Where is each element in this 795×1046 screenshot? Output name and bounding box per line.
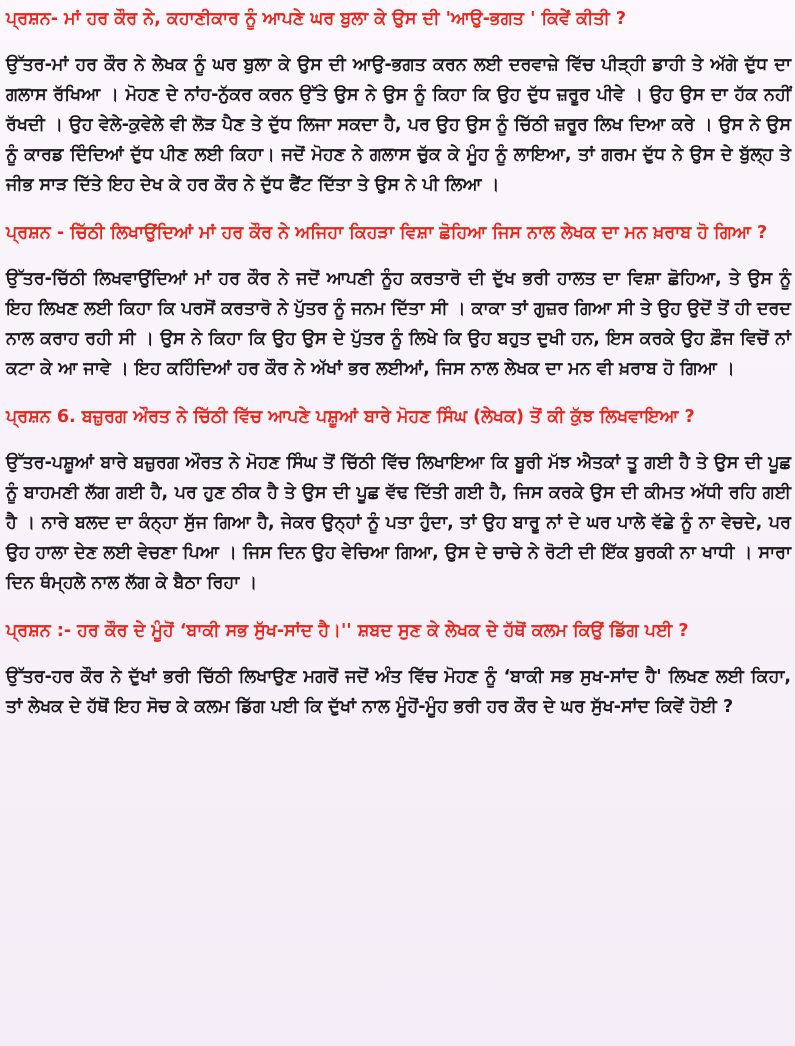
answer-text: ਉੱਤਰ-ਪਸ਼ੂਆਂ ਬਾਰੇ ਬਜ਼ੁਰਗ ਔਰਤ ਨੇ ਮੋਹਣ ਸਿੰਘ ਤੋਂ ਚਿੱਠੀ ਵਿੱਚ ਲਿਖਾਇਆ ਕਿ ਬੂਰੀ ਮੱਝ ਐਤਕਾਂ ਤੂ ਗਈ ਹੈ ਤੇ ਉਸ ਦੀ ਪੂਛ ਨੂੰ ਬਾਹਮਣੀ ਲੱਗ ਗਈ ਹੈ, ਪਰ ਹੁਣ ਠੀਕ ਹੈ ਤੇ ਉਸ ਦੀ ਪੂਛ ਵੱਢ ਦਿੱਤੀ ਗਈ ਹੈ, ਜਿਸ ਕਰਕੇ ਉਸ ਦੀ ਕੀਮਤ ਅੱਧੀ ਰਹਿ ਗਈ ਹੈ । ਨਾਰੇ ਬਲਦ ਦਾ ਕੰਨ੍ਹਾ ਸੁੱਜ ਗਿਆ ਹੈ, ਜੇਕਰ ਉਨ੍ਹਾਂ ਨੂੰ ਪਤਾ ਹੁੰਦਾ, ਤਾਂ ਉਹ ਬਾਰੂ ਨਾਂ ਦੇ ਘਰ ਪਾਲੇ ਵੱਛੇ ਨੂੰ ਨਾ ਵੇਚਦੇ, ਪਰ ਉਹ ਹਾਲਾ ਦੇਣ ਲਈ ਵੇਚਣਾ ਪਿਆ । ਜਿਸ ਦਿਨ ਉਹ ਵੇਚਿਆ ਗਿਆ, ਉਸ ਦੇ ਚਾਚੇ ਨੇ ਰੋਟੀ ਦੀ ਇੱਕ ਬੁਰਕੀ ਨਾ ਖਾਧੀ । ਸਾਰਾ ਦਿਨ ਥੰਮ੍ਹਲੇ ਨਾਲ ਲੱਗ ਕੇ ਬੈਠਾ ਰਿਹਾ । (6, 453, 791, 593)
qa-block (6, 402, 791, 598)
question-text: ਪ੍ਰਸ਼ਨ - ਚਿੱਠੀ ਲਿਖਾਉਂਦਿਆਂ ਮਾਂ ਹਰ ਕੌਰ ਨੇ ਅਜਿਹਾ ਕਿਹੜਾ ਵਿਸ਼ਾ ਛੋਹਿਆ ਜਿਸ ਨਾਲ ਲੇਖਕ ਦਾ ਮਨ ਖ਼ਰਾਬ ਹੋ ਗਿਆ ? (6, 223, 768, 243)
answer-text: ਉੱਤਰ-ਹਰ ਕੌਰ ਨੇ ਦੁੱਖਾਂ ਭਰੀ ਚਿੱਠੀ ਲਿਖਾਉਣ ਮਗਰੋਂ ਜਦੋਂ ਅੰਤ ਵਿੱਚ ਮੋਹਣ ਨੂੰ ‘ਬਾਕੀ ਸਭ ਸੁਖ-ਸਾਂਦ ਹੈ' ਲਿਖਣ ਲਈ ਕਿਹਾ, ਤਾਂ ਲੇਖਕ ਦੇ ਹੱਥੋਂ ਇਹ ਸੋਚ ਕੇ ਕਲਮ ਡਿੱਗ ਪਈ ਕਿ ਦੁੱਖਾਂ ਨਾਲ ਮੂੰਹੋਂ-ਮੂੰਹ ਭਰੀ ਹਰ ਕੌਰ ਦੇ ਘਰ ਸੁੱਖ-ਸਾਂਦ ਕਿਵੇਂ ਹੋਈ ? (6, 667, 791, 717)
qa-block (6, 218, 791, 384)
question-text: ਪ੍ਰਸ਼ਨ 6. ਬਜ਼ੁਰਗ ਔਰਤ ਨੇ ਚਿੱਠੀ ਵਿੱਚ ਆਪਣੇ ਪਸ਼ੂਆਂ ਬਾਰੇ ਮੋਹਣ ਸਿੰਘ (ਲੇਖਕ) ਤੋਂ ਕੀ ਕੁੱਝ ਲਿਖਵਾਇਆ ? (6, 407, 695, 427)
qa-block (6, 4, 791, 200)
question-text: ਪ੍ਰਸ਼ਨ- ਮਾਂ ਹਰ ਕੌਰ ਨੇ, ਕਹਾਣੀਕਾਰ ਨੂੰ ਆਪਣੇ ਘਰ ਬੁਲਾ ਕੇ ਉਸ ਦੀ 'ਆਉ-ਭਗਤ ' ਕਿਵੇਂ ਕੀਤੀ ? (6, 9, 627, 29)
qa-block (6, 616, 791, 722)
question-text: ਪ੍ਰਸ਼ਨ :- ਹਰ ਕੌਰ ਦੇ ਮੂੰਹੋਂ ‘ਬਾਕੀ ਸਭ ਸੁੱਖ-ਸਾਂਦ ਹੈ।'' ਸ਼ਬਦ ਸੁਣ ਕੇ ਲੇਖਕ ਦੇ ਹੱਥੋਂ ਕਲਮ ਕਿਉਂ ਡਿੱਗ ਪਈ ? (6, 621, 689, 641)
answer-text: ਉੱਤਰ-ਚਿੱਠੀ ਲਿਖਵਾਉਂਦਿਆਂ ਮਾਂ ਹਰ ਕੌਰ ਨੇ ਜਦੋਂ ਆਪਣੀ ਨੂੰਹ ਕਰਤਾਰੋ ਦੀ ਦੁੱਖ ਭਰੀ ਹਾਲਤ ਦਾ ਵਿਸ਼ਾ ਛੋਹਿਆ, ਤੇ ਉਸ ਨੂੰ ਇਹ ਲਿਖਣ ਲਈ ਕਿਹਾ ਕਿ ਪਰਸੋਂ ਕਰਤਾਰੋ ਨੇ ਪੁੱਤਰ ਨੂੰ ਜਨਮ ਦਿੱਤਾ ਸੀ । ਕਾਕਾ ਤਾਂ ਗੁਜ਼ਰ ਗਿਆ ਸੀ ਤੇ ਉਹ ਉਦੋਂ ਤੋਂ ਹੀ ਦਰਦ ਨਾਲ ਕਰਾਹ ਰਹੀ ਸੀ । ਉਸ ਨੇ ਕਿਹਾ ਕਿ ਉਹ ਉਸ ਦੇ ਪੁੱਤਰ ਨੂੰ ਲਿਖੇ ਕਿ ਉਹ ਬਹੁਤ ਦੁਖੀ ਹਨ, ਇਸ ਕਰਕੇ ਉਹ ਫ਼ੌਜ ਵਿਚੋਂ ਨਾਂ ਕਟਾ ਕੇ ਆ ਜਾਵੇ । ਇਹ ਕਹਿੰਦਿਆਂ ਹਰ ਕੌਰ ਨੇ ਅੱਖਾਂ ਭਰ ਲਈਆਂ, ਜਿਸ ਨਾਲ ਲੇਖਕ ਦਾ ਮਨ ਵੀ ਖ਼ਰਾਬ ਹੋ ਗਿਆ । (6, 269, 791, 379)
answer-text: ਉੱਤਰ-ਮਾਂ ਹਰ ਕੌਰ ਨੇ ਲੇਖਕ ਨੂੰ ਘਰ ਬੁਲਾ ਕੇ ਉਸ ਦੀ ਆਉ-ਭਗਤ ਕਰਨ ਲਈ ਦਰਵਾਜ਼ੇ ਵਿੱਚ ਪੀੜ੍ਹੀ ਡਾਹੀ ਤੇ ਅੱਗੇ ਦੁੱਧ ਦਾ ਗਲਾਸ ਰੱਖਿਆ । ਮੋਹਣ ਦੇ ਨਾਂਹ-ਨੁੱਕਰ ਕਰਨ ਉੱਤੇ ਉਸ ਨੇ ਉਸ ਨੂੰ ਕਿਹਾ ਕਿ ਉਹ ਦੁੱਧ ਜ਼ਰੂਰ ਪੀਵੇ । ਉਹ ਉਸ ਦਾ ਹੱਕ ਨਹੀਂ ਰੱਖਦੀ । ਉਹ ਵੇਲੇ-ਕੁਵੇਲੇ ਵੀ ਲੋੜ ਪੈਣ ਤੇ ਦੁੱਧ ਲਿਜਾ ਸਕਦਾ ਹੈ, ਪਰ ਉਹ ਉਸ ਨੂੰ ਚਿੱਠੀ ਜ਼ਰੂਰ ਲਿਖ ਦਿਆ ਕਰੇ । ਉਸ ਨੇ ਉਸ ਨੂੰ ਕਾਰਡ ਦਿੰਦਿਆਂ ਦੁੱਧ ਪੀਣ ਲਈ ਕਿਹਾ। ਜਦੋਂ ਮੋਹਣ ਨੇ ਗਲਾਸ ਚੁੱਕ ਕੇ ਮੂੰਹ ਨੂੰ ਲਾਇਆ, ਤਾਂ ਗਰਮ ਦੁੱਧ ਨੇ ਉਸ ਦੇ ਬੁੱਲ੍ਹ ਤੇ ਜੀਭ ਸਾੜ ਦਿੱਤੇ ਇਹ ਦੇਖ ਕੇ ਹਰ ਕੌਰ ਨੇ ਦੁੱਧ ਫੈਂਟ ਦਿੱਤਾ ਤੇ ਉਸ ਨੇ ਪੀ ਲਿਆ । (6, 55, 791, 195)
